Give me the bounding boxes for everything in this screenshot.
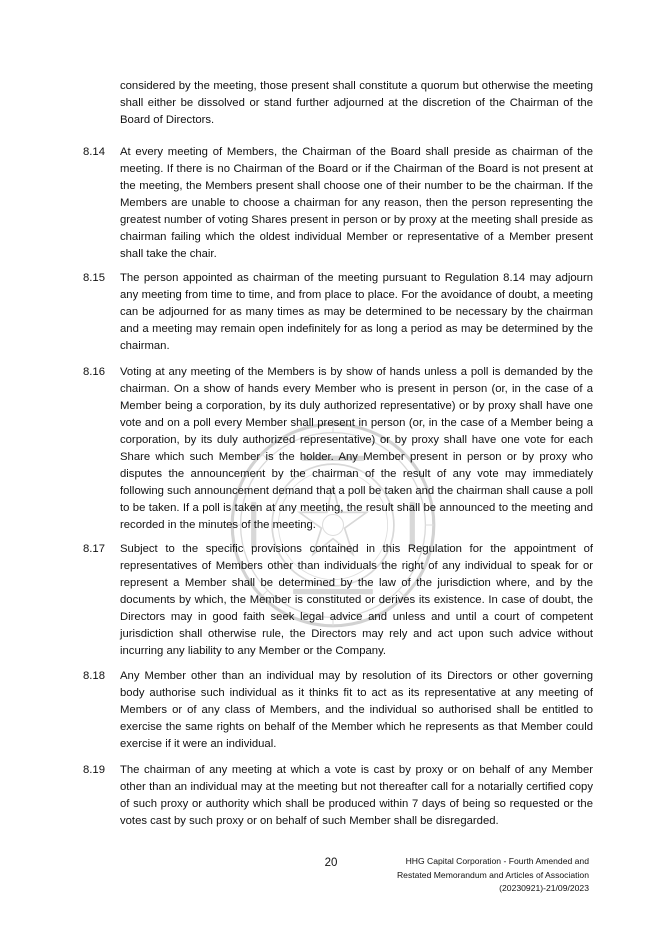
paragraph-text: Voting at any meeting of the Members is by show of hands unless a poll is demanded by the chairman. On a show of hands every Member who is present in person (or, in the case of a Member being a corporation, by its duly authorized representative) or by proxy shall have one vote and on a poll every Member shall present in person (or, in the case of a Member being a corporation, by its duly authorized representative) or by proxy shall have one vote for each Share which such Member is the holder. Any Member present in person or by proxy who disputes the announcement by the chairman of the result of any vote may immediately following such announcement demand that a poll be taken and the chairman shall cause a poll to be taken. If a poll is taken at any meeting, the result shall be announced to the meeting and recorded in the minutes of the meeting.: [120, 366, 593, 531]
page-number: 20: [324, 857, 338, 869]
paragraph-text: At every meeting of Members, the Chairman of the Board shall preside as chairman of the meeting. If there is no Chairman of the Board or if the Chairman of the Board is not present at the meeting, the Members present shall choose one of their number to be the chairman. If the Members are unable to choose a chairman for any reason, then the person representing the greatest number of voting Shares present in person or by proxy at the meeting shall preside as chairman failing which the oldest individual Member or representative of a Member present shall take the chair.: [120, 146, 593, 260]
paragraph-text: Any Member other than an individual may by resolution of its Directors or other governing body authorise such individual as it thinks fit to act as its representative at any meeting of Members or of any class of Members, and the individual so authorised shall be entitled to exercise the same rights on behalf of the Member which he represents as that Member could exercise if it were an individual.: [120, 670, 593, 750]
paragraph-text: Subject to the specific provisions contained in this Regulation for the appointment of representatives of Members other than individuals the right of any individual to speak for or represent a Member shall be determined by the law of the jurisdiction where, and by the documents by which, the Member is constituted or derives its existence. In case of doubt, the Directors may in good faith seek legal advice and unless and until a court of competent jurisdiction shall otherwise rule, the Directors may rely and act upon such advice without incurring any liability to any Member or the Company.: [120, 543, 593, 657]
paragraph-8-17: [83, 541, 593, 660]
paragraph-8-15: [83, 270, 593, 355]
footer-line: Restated Memorandum and Articles of Association: [396, 869, 589, 880]
paragraph-number: 8.15: [83, 272, 105, 284]
paragraph-number: 8.16: [83, 366, 105, 378]
paragraph-number: 8.14: [83, 146, 105, 158]
paragraph-number: 8.19: [83, 764, 105, 776]
paragraph-8-14: [83, 144, 593, 263]
paragraph-continued: [83, 78, 593, 129]
footer-line: HHG Capital Corporation - Fourth Amended and: [405, 856, 589, 866]
paragraph-number: 8.18: [83, 670, 105, 682]
footer-line: (20230921)-21/09/2023: [499, 883, 589, 893]
paragraph-text: The person appointed as chairman of the meeting pursuant to Regulation 8.14 may adjourn any meeting from time to time, and from place to place. For the avoidance of doubt, a meeting can be adjourned for as many times as may be determined to be necessary by the chairman and a meeting may remain open indefinitely for as long a period as may be determined by the chairman.: [120, 272, 593, 352]
footer-document-title: [359, 855, 589, 896]
paragraph-number: 8.17: [83, 543, 105, 555]
paragraph-text: considered by the meeting, those present shall constitute a quorum but otherwise the meeting shall either be dissolved or stand further adjourned at the discretion of the Chairman of the Board of Directors.: [120, 80, 593, 126]
paragraph-text: The chairman of any meeting at which a vote is cast by proxy or on behalf of any Member other than an individual may at the meeting but not thereafter call for a notarially certified copy of such proxy or authority which shall be produced within 7 days of being so requested or the votes cast by such proxy or on behalf of such Member shall be disregarded.: [120, 764, 593, 827]
paragraph-8-16: [83, 364, 593, 534]
paragraph-8-18: [83, 668, 593, 753]
paragraph-8-19: [83, 762, 593, 830]
